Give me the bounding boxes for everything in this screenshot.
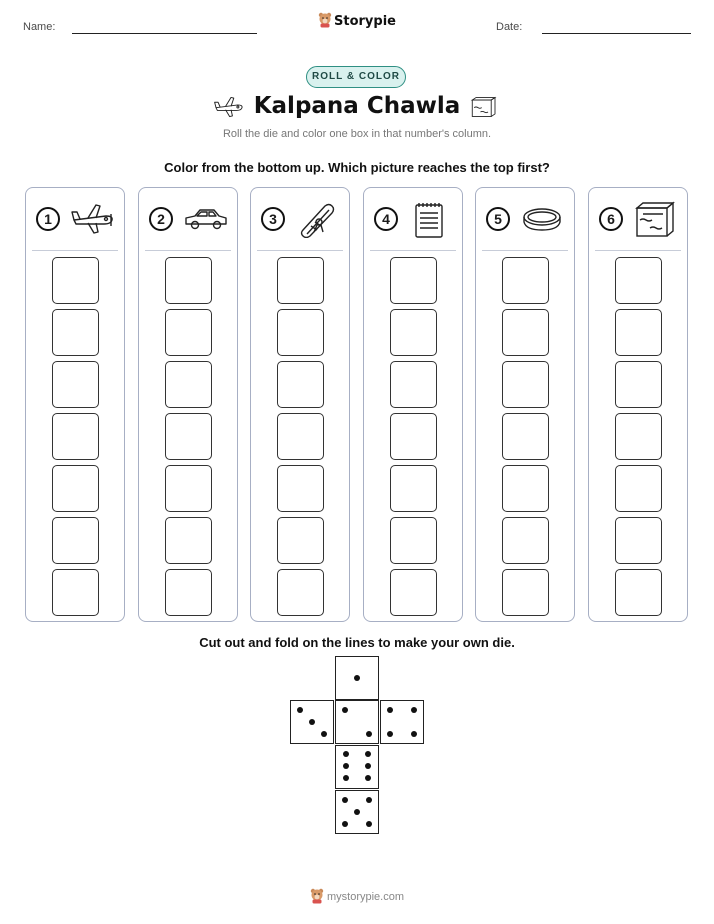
color-box[interactable] [52, 569, 99, 616]
column-divider [145, 250, 231, 251]
footer [0, 888, 714, 904]
color-box[interactable] [277, 517, 324, 564]
die-pip [342, 707, 348, 713]
diploma-scroll-icon [295, 200, 341, 238]
die-pip [366, 797, 372, 803]
color-box[interactable] [502, 569, 549, 616]
page-title: Kalpana Chawla [253, 93, 461, 119]
color-box[interactable] [165, 517, 212, 564]
color-box[interactable] [165, 413, 212, 460]
color-box[interactable] [52, 413, 99, 460]
color-box[interactable] [165, 465, 212, 512]
color-box[interactable] [52, 517, 99, 564]
color-box[interactable] [390, 309, 437, 356]
die-face-4 [380, 700, 424, 744]
color-box[interactable] [615, 517, 662, 564]
ring-icon [520, 200, 566, 238]
color-box[interactable] [277, 569, 324, 616]
die-face-2 [335, 700, 379, 744]
footer-url[interactable]: mystorypie.com [326, 891, 405, 903]
die-pip [354, 809, 360, 815]
die-pip [387, 731, 393, 737]
color-box[interactable] [615, 465, 662, 512]
column-number: 1 [36, 207, 60, 231]
roll-column-3 [250, 187, 350, 622]
roll-column-5 [475, 187, 575, 622]
column-number: 6 [599, 207, 623, 231]
column-divider [482, 250, 568, 251]
color-box[interactable] [390, 465, 437, 512]
die-pip [411, 707, 417, 713]
color-box[interactable] [615, 361, 662, 408]
car-icon [183, 200, 229, 238]
die-net [290, 656, 425, 836]
die-pip [366, 821, 372, 827]
color-box[interactable] [502, 309, 549, 356]
die-pip [366, 731, 372, 737]
color-box[interactable] [52, 257, 99, 304]
die-pip [297, 707, 303, 713]
color-box[interactable] [502, 465, 549, 512]
color-box[interactable] [52, 309, 99, 356]
die-pip [411, 731, 417, 737]
die-pip [354, 675, 360, 681]
column-number: 3 [261, 207, 285, 231]
color-box[interactable] [277, 361, 324, 408]
color-box[interactable] [277, 309, 324, 356]
color-box[interactable] [502, 361, 549, 408]
date-label: Date: [496, 21, 523, 33]
color-box[interactable] [502, 257, 549, 304]
die-pip [342, 797, 348, 803]
instruction-text: Color from the bottom up. Which picture reaches the top first? [164, 160, 550, 175]
die-pip [342, 821, 348, 827]
storypie-bear-icon [310, 888, 324, 904]
color-box[interactable] [52, 361, 99, 408]
column-divider [370, 250, 456, 251]
color-box[interactable] [615, 309, 662, 356]
column-divider [257, 250, 343, 251]
color-box[interactable] [502, 413, 549, 460]
color-box[interactable] [615, 569, 662, 616]
die-face-6 [335, 745, 379, 789]
color-box[interactable] [277, 257, 324, 304]
water-tank-icon [633, 200, 679, 238]
column-number: 4 [374, 207, 398, 231]
roll-column-1 [25, 187, 125, 622]
die-pip [343, 751, 349, 757]
water-tank-icon [467, 95, 499, 119]
color-box[interactable] [165, 309, 212, 356]
die-face-5 [335, 790, 379, 834]
color-box[interactable] [52, 465, 99, 512]
color-box[interactable] [390, 569, 437, 616]
color-box[interactable] [165, 257, 212, 304]
color-box[interactable] [390, 257, 437, 304]
page-subtitle: Roll the die and color one box in that number's column. [222, 128, 492, 140]
die-pip [343, 763, 349, 769]
roll-column-2 [138, 187, 238, 622]
column-number: 2 [149, 207, 173, 231]
column-divider [595, 250, 681, 251]
storypie-bear-icon [318, 12, 332, 28]
name-line[interactable] [72, 33, 257, 34]
die-pip [365, 763, 371, 769]
color-box[interactable] [390, 361, 437, 408]
color-box[interactable] [165, 361, 212, 408]
die-pip [343, 775, 349, 781]
color-box[interactable] [615, 257, 662, 304]
color-box[interactable] [502, 517, 549, 564]
color-box[interactable] [615, 413, 662, 460]
color-box[interactable] [390, 517, 437, 564]
airplane-icon [70, 200, 116, 238]
color-box[interactable] [165, 569, 212, 616]
date-line[interactable] [542, 33, 691, 34]
die-pip [309, 719, 315, 725]
cut-instruction: Cut out and fold on the lines to make your own die. [199, 635, 515, 650]
column-divider [32, 250, 118, 251]
die-face-1 [335, 656, 379, 700]
activity-badge: ROLL & COLOR [306, 66, 406, 88]
die-face-3 [290, 700, 334, 744]
notepad-icon [408, 200, 454, 238]
roll-column-4 [363, 187, 463, 622]
roll-column-6 [588, 187, 688, 622]
die-pip [365, 751, 371, 757]
die-pip [387, 707, 393, 713]
column-number: 5 [486, 207, 510, 231]
die-pip [321, 731, 327, 737]
brand-logo [0, 12, 714, 29]
color-box[interactable] [277, 465, 324, 512]
color-box[interactable] [390, 413, 437, 460]
brand-name: Storypie [334, 14, 396, 29]
name-label: Name: [23, 21, 56, 33]
color-box[interactable] [277, 413, 324, 460]
die-pip [365, 775, 371, 781]
